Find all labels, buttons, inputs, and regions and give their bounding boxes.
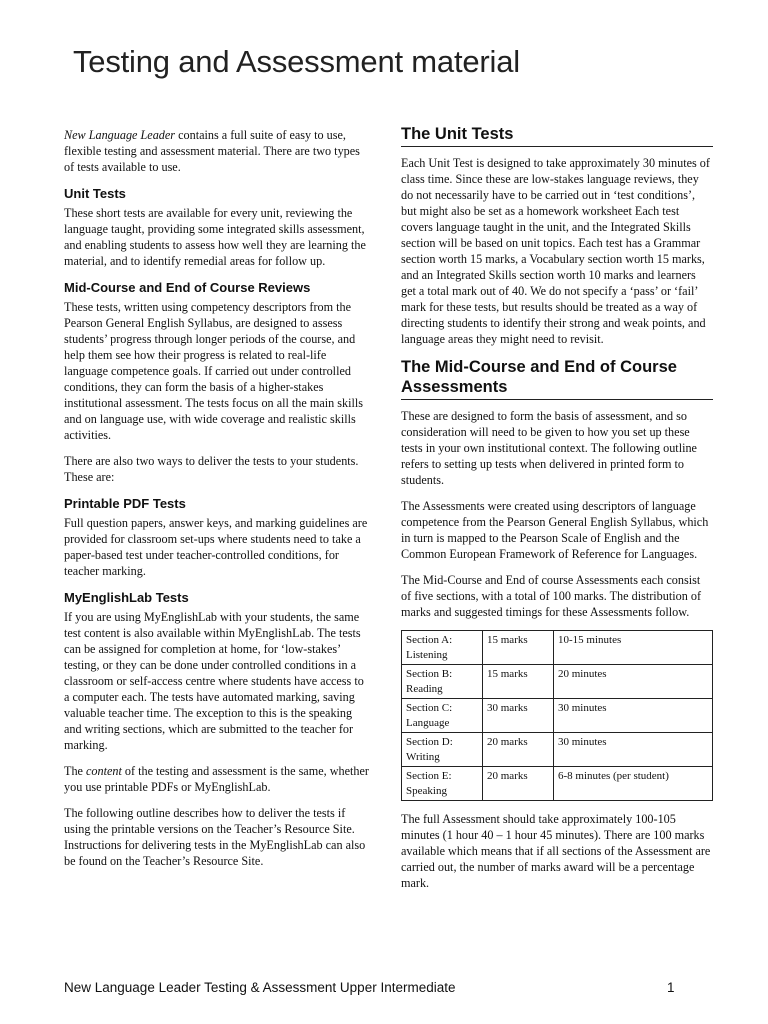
time-cell: 30 minutes — [554, 699, 713, 733]
marks-cell: 15 marks — [483, 631, 554, 665]
section-label: Section A: — [406, 634, 453, 646]
product-name: New Language Leader — [64, 128, 176, 142]
skill-label: Reading — [406, 682, 443, 695]
content-italic: content — [86, 764, 122, 778]
content-pre: The — [64, 764, 86, 778]
section-cell — [402, 733, 483, 767]
content-paragraph — [64, 763, 372, 795]
table-row — [402, 699, 713, 733]
page-title: Testing and Assessment material — [73, 44, 520, 79]
unit-tests-text: These short tests are available for every unit, reviewing the language taught, providing some integrated skills assessment, and enabling students to assess how well they are learning the material, and to identify remedial areas for follow up. — [64, 206, 366, 268]
footer-text: New Language Leader Testing & Assessment Upper Intermediate — [64, 980, 456, 995]
section-label: Section B: — [406, 668, 453, 680]
deliver-text: There are also two ways to deliver the tests to your students. These are: — [64, 454, 359, 484]
content-post: of the testing and assessment is the same, whether you use printable PDFs or MyEnglishLab. — [64, 764, 369, 794]
time-cell: 6-8 minutes (per student) — [554, 767, 713, 801]
marks-cell: 15 marks — [483, 665, 554, 699]
intro-paragraph — [64, 127, 372, 175]
page-number: 1 — [667, 980, 675, 995]
table-row — [402, 665, 713, 699]
unit-tests-section-text: Each Unit Test is designed to take approximately 30 minutes of class time. Since these are low-stakes language reviews, they do not necessarily have to be carried out in ‘test conditions’, but might also be set as a homework worksheet Each test covers language taught in the unit, and the Integrated Skills section will be based on unit topics. Each test has a Grammar section worth 15 marks, a Vocabulary section worth 15 marks, and an Integrated Skills section worth 10 marks and learners get a total mark out of 40. We do not specify a ‘pass’ or ‘fail’ mark for these tests, but results should be treated as a way of directing students to identify their strong and weak points, and language areas they might need to revisit. — [401, 156, 710, 346]
section-cell — [402, 767, 483, 801]
assessments-text-3: The Mid-Course and End of course Assessments each consist of five sections, with a total of 100 marks. The distribution of marks and suggested timings for these Assessments follow. — [401, 573, 702, 619]
skill-label: Listening — [406, 648, 448, 661]
section-label: Section C: — [406, 702, 453, 714]
myenglishlab-text: If you are using MyEnglishLab with your students, the same test content is also available within MyEnglishLab. The tests can be assigned for completion at home, for ‘low-stakes’ testing, or they can be done under controlled conditions in a classroom or self-access centre where students have access to a computer each. The tests have automated marking, saving valuable teacher time. The exception to this is the speaking and writing sections, which are submitted to the teacher for marking. — [64, 610, 364, 752]
section-cell — [402, 665, 483, 699]
skill-label: Language — [406, 716, 450, 729]
skill-label: Speaking — [406, 784, 447, 797]
assessments-section-heading: The Mid-Course and End of Course Assessments — [401, 357, 713, 400]
pdf-tests-heading: Printable PDF Tests — [64, 496, 186, 511]
marks-cell: 20 marks — [483, 733, 554, 767]
skill-label: Writing — [406, 750, 440, 763]
table-row — [402, 631, 713, 665]
intro-text: contains a full suite of easy to use, flexible testing and assessment material. There are two types of tests available to use. — [64, 128, 360, 174]
section-label: Section E: — [406, 770, 452, 782]
reviews-heading: Mid-Course and End of Course Reviews — [64, 280, 311, 295]
time-cell: 10-15 minutes — [554, 631, 713, 665]
marks-cell: 30 marks — [483, 699, 554, 733]
table-row — [402, 733, 713, 767]
time-cell: 20 minutes — [554, 665, 713, 699]
marks-cell: 20 marks — [483, 767, 554, 801]
marks-table — [401, 630, 713, 801]
section-label: Section D: — [406, 736, 453, 748]
assessments-text-1: These are designed to form the basis of assessment, and so consideration will need to be given to how you set up these tests in your own institutional context. The following outline refers to setting up tests when delivered in printed form to students. — [401, 409, 697, 487]
reviews-text: These tests, written using competency descriptors from the Pearson General English Syllabus, are designed to assess students’ progress through longer periods of the course, and help them see how their progress is related to real-life language competence goals. If carried out under controlled conditions, they can form the basis of a higher-stakes institutional assessment. The tests focus on all the main skills and on language use, with wide coverage and realistic skills activities. — [64, 300, 364, 442]
section-cell — [402, 631, 483, 665]
assessments-text-2: The Assessments were created using descriptors of language competence from the Pearson General English Syllabus, which in turn is mapped to the Pearson Scale of English and the Common European Framework of Reference for Languages. — [401, 499, 709, 561]
outline-text: The following outline describes how to deliver the tests if using the printable versions on the Teacher’s Resource Site. Instructions for delivering tests in the MyEnglishLab can also be found on the Teacher’s Resource Site. — [64, 806, 366, 868]
myenglishlab-heading: MyEnglishLab Tests — [64, 590, 189, 605]
right-column — [401, 124, 713, 901]
table-row — [402, 767, 713, 801]
section-cell — [402, 699, 483, 733]
left-column — [64, 127, 372, 879]
unit-tests-heading: Unit Tests — [64, 186, 126, 201]
full-assessment-text: The full Assessment should take approximately 100-105 minutes (1 hour 40 – 1 hour 45 minutes). There are 100 marks available which means that if all sections of the Assessment are carried out, the number of marks award will be a percentage mark. — [401, 812, 711, 890]
time-cell: 30 minutes — [554, 733, 713, 767]
unit-tests-section-heading: The Unit Tests — [401, 124, 713, 147]
pdf-tests-text: Full question papers, answer keys, and marking guidelines are provided for classroom set-ups where students need to take a paper-based test under teacher-controlled conditions, for teacher marking. — [64, 516, 368, 578]
